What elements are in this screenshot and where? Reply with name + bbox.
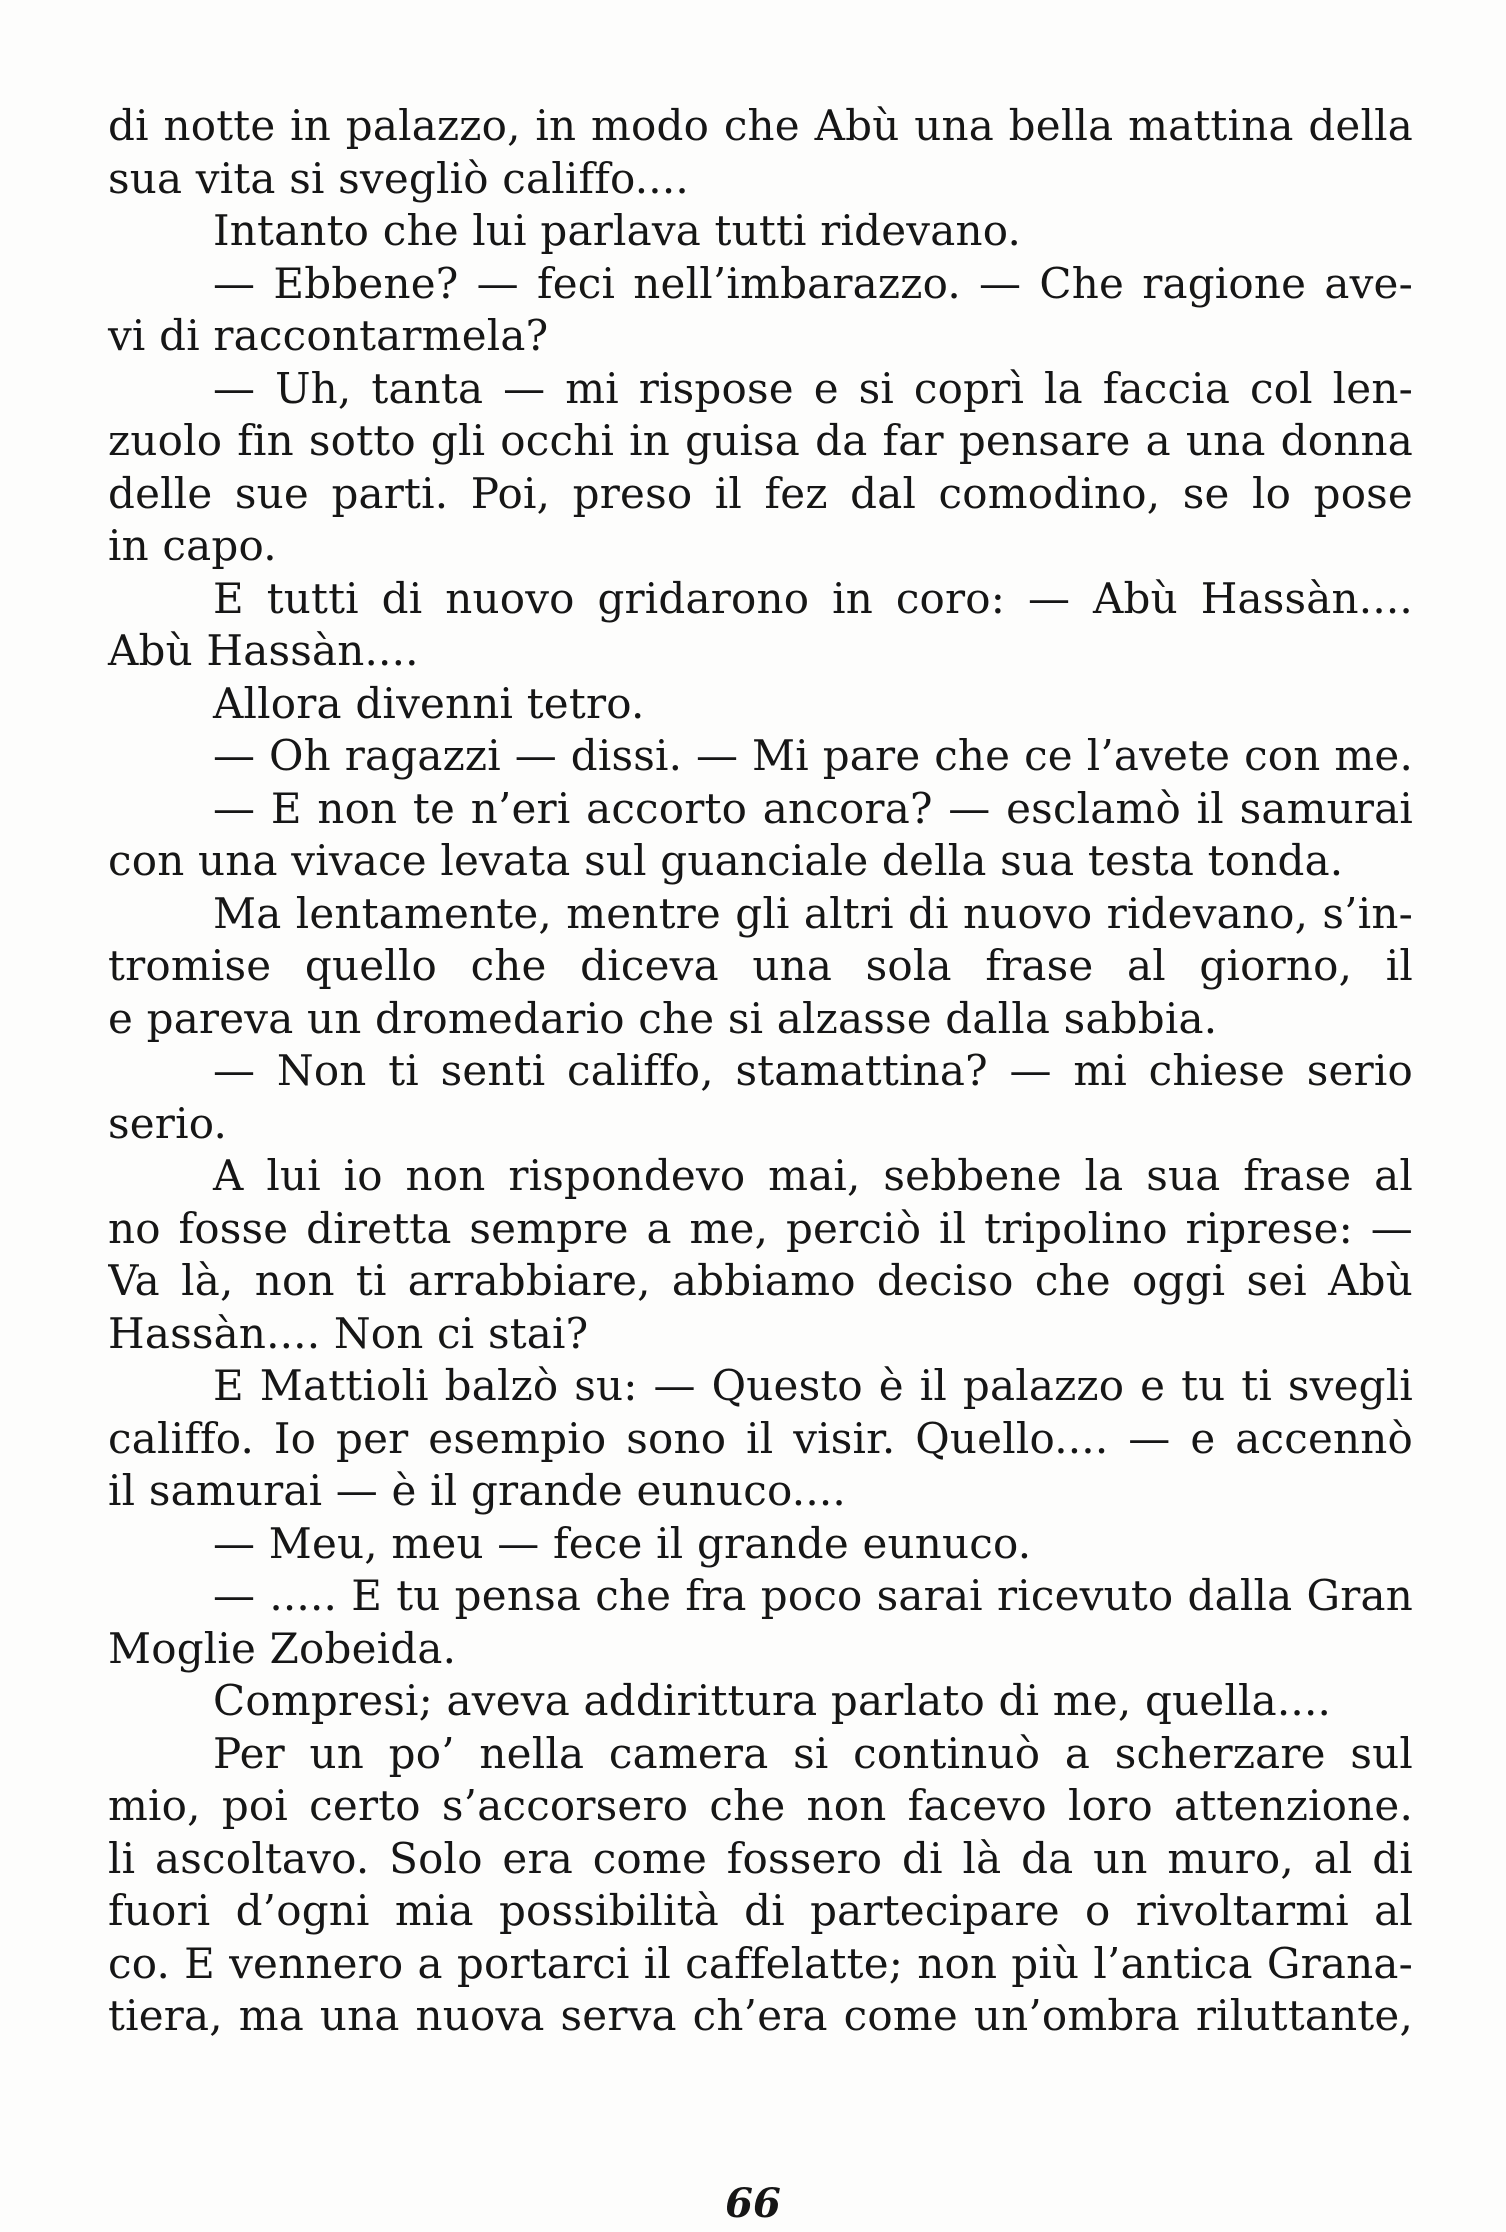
- body-text: [108, 100, 1413, 2043]
- text-line: co. E vennero a portarci il caffelatte; non più l’antica Grana-: [108, 1938, 1413, 1988]
- page-number: 66: [725, 2180, 781, 2227]
- text-line: fuori d’ogni mia possibilità di partecipare o rivoltarmi al: [108, 1886, 1413, 1935]
- text-line: Ma lentamente, mentre gli altri di nuovo ridevano, s’in-: [213, 888, 1413, 938]
- text-line: A lui io non rispondevo mai, sebbene la sua frase al: [213, 1151, 1413, 1200]
- text-line: Va là, non ti arrabbiare, abbiamo deciso che oggi sei Abù: [108, 1256, 1413, 1305]
- text-line: Moglie Zobeida.: [108, 1623, 457, 1673]
- text-line: mio, poi certo s’accorsero che non facevo loro attenzione.: [108, 1781, 1413, 1830]
- text-line: — ..... E tu pensa che fra poco sarai ricevuto dalla Gran: [213, 1571, 1413, 1620]
- text-line: Allora divenni tetro.: [213, 678, 645, 728]
- text-line: con una vivace levata sul guanciale della sua testa tonda.: [108, 836, 1344, 885]
- text-line: li ascoltavo. Solo era come fossero di là da un muro, al di: [108, 1833, 1413, 1883]
- text-line: Compresi; aveva addirittura parlato di me, quella....: [213, 1676, 1332, 1725]
- text-line: tromise quello che diceva una sola frase al giorno, il: [108, 941, 1413, 990]
- text-line: serio.: [108, 1098, 228, 1148]
- text-line: tiera, ma una nuova serva ch’era come un’ombra riluttante,: [108, 1991, 1413, 2040]
- text-line: — Uh, tanta — mi rispose e si coprì la faccia col len-: [213, 363, 1413, 413]
- text-line: — Ebbene? — feci nell’imbarazzo. — Che ragione ave-: [213, 258, 1413, 308]
- text-line: no fosse diretta sempre a me, perciò il tripolino riprese: —: [108, 1203, 1413, 1253]
- text-line: — Meu, meu — fece il grande eunuco.: [213, 1518, 1032, 1568]
- text-line: Intanto che lui parlava tutti ridevano.: [213, 206, 1021, 255]
- text-line: in capo.: [108, 521, 277, 570]
- text-line: — Oh ragazzi — dissi. — Mi pare che ce l’avete con me.: [213, 731, 1413, 780]
- text-line: E Mattioli balzò su: — Questo è il palazzo e tu ti svegli: [213, 1361, 1413, 1410]
- text-line: Per un po’ nella camera si continuò a scherzare sul: [213, 1728, 1413, 1778]
- text-line: di notte in palazzo, in modo che Abù una bella mattina della: [108, 101, 1413, 150]
- text-line: vi di raccontarmela?: [108, 311, 549, 360]
- text-line: il samurai — è il grande eunuco....: [108, 1466, 846, 1515]
- text-line: delle sue parti. Poi, preso il fez dal comodino, se lo pose: [108, 468, 1413, 518]
- text-line: zuolo fin sotto gli occhi in guisa da far pensare a una donna: [108, 416, 1413, 465]
- text-line: Abù Hassàn....: [108, 626, 419, 675]
- text-line: — E non te n’eri accorto ancora? — esclamò il samurai: [213, 783, 1413, 833]
- text-line: sua vita si svegliò califfo....: [108, 153, 689, 203]
- text-line: — Non ti senti califfo, stamattina? — mi chiese serio: [213, 1046, 1413, 1095]
- text-line: califfo. Io per esempio sono il visir. Quello.... — e accennò: [108, 1413, 1413, 1463]
- text-line: E tutti di nuovo gridarono in coro: — Abù Hassàn....: [213, 573, 1413, 623]
- text-line: Hassàn.... Non ci stai?: [108, 1308, 589, 1358]
- text-line: e pareva un dromedario che si alzasse dalla sabbia.: [108, 993, 1218, 1043]
